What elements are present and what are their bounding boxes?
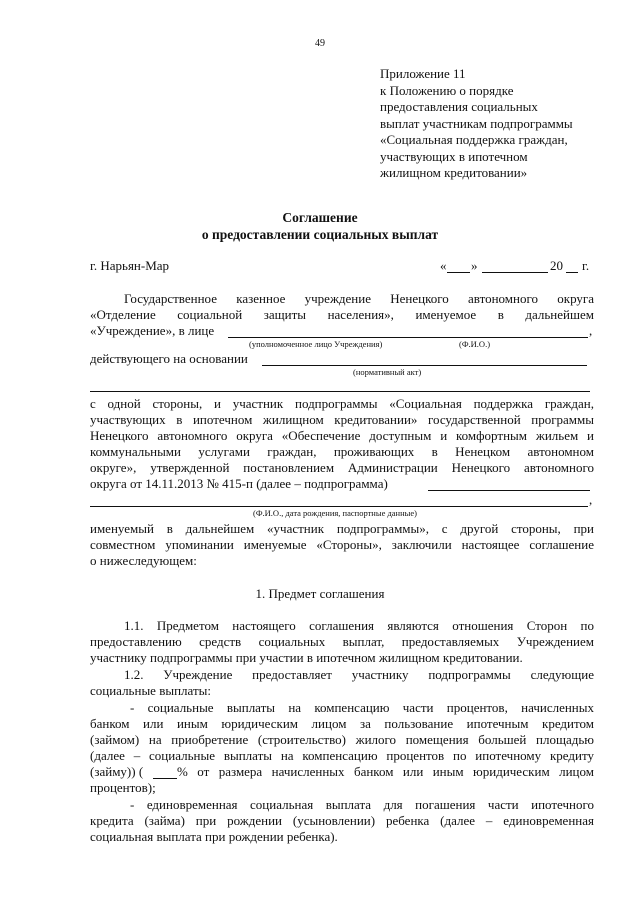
text-line: округа от 14.11.2013 № 415-п (далее – подпрограмма) bbox=[90, 476, 388, 491]
text-line: (далее – социальные выплаты на компенсацию процентов по ипотечному кредиту bbox=[90, 748, 594, 763]
date-day-open: « bbox=[440, 258, 447, 273]
caption: (Ф.И.О.) bbox=[459, 339, 491, 349]
date-year-prefix: 20 bbox=[550, 258, 563, 273]
text-line: Государственное казенное учреждение Ненецкого автономного округа bbox=[124, 291, 594, 306]
text-line: предоставлению средств социальных выплат, предоставляемых Учреждением bbox=[90, 634, 594, 649]
date-day-blank bbox=[447, 272, 470, 273]
page-number: 49 bbox=[315, 38, 325, 49]
caption: (уполномоченное лицо Учреждения) bbox=[249, 339, 383, 349]
text-line: - социальные выплаты на компенсацию части процентов, начисленных bbox=[130, 700, 594, 715]
text-line: «Отделение социальной защиты населения», именуемое в дальнейшем bbox=[90, 307, 594, 322]
text-line: участнику подпрограммы при участии в ипотечном жилищном кредитовании. bbox=[90, 650, 523, 665]
text-line: совместном упоминании именуемые «Стороны», заключили настоящее соглашение bbox=[90, 537, 594, 552]
date-year-blank bbox=[566, 272, 578, 273]
appendix-line: к Положению о порядке bbox=[380, 82, 514, 98]
text-line: социальные выплаты: bbox=[90, 683, 211, 698]
basis-blank-2 bbox=[90, 391, 590, 392]
text-line: кредита (займа) при рождении (усыновлении) ребенка (далее – единовременная bbox=[90, 813, 594, 828]
appendix-line: выплат участникам подпрограммы bbox=[380, 115, 573, 131]
text-line: участвующих в ипотечном жилищном кредитовании» государственной программы bbox=[90, 412, 594, 427]
text-line: 1.1. Предметом настоящего соглашения являются отношения Сторон по bbox=[124, 618, 594, 633]
text-line: именуемый в дальнейшем «участник подпрограммы», с другой стороны, при bbox=[90, 521, 594, 536]
text-line: (займом) на приобретение (строительство) жилого помещения большей площадью bbox=[90, 732, 594, 747]
caption: (нормативный акт) bbox=[353, 367, 422, 377]
date-month-blank bbox=[482, 272, 548, 273]
appendix-line: жилищном кредитовании» bbox=[380, 165, 528, 180]
text-line: 1.2. Учреждение предоставляет участнику подпрограммы следующие bbox=[124, 667, 594, 682]
text-line: , bbox=[589, 323, 593, 338]
text-line: действующего на основании bbox=[90, 351, 248, 366]
document-subtitle: о предоставлении социальных выплат bbox=[201, 227, 439, 242]
date-year-suffix: г. bbox=[582, 258, 590, 273]
participant-blank-2 bbox=[90, 506, 588, 507]
text-line: социальная выплата при рождении ребенка). bbox=[90, 829, 338, 844]
text-line: коммунальными услугами граждан, проживающих в Ненецком автономном bbox=[90, 444, 594, 459]
basis-blank bbox=[262, 365, 587, 366]
text-line: «Учреждение», в лице bbox=[90, 323, 215, 338]
representative-blank bbox=[228, 337, 588, 338]
text-line: - единовременная социальная выплата для погашения части ипотечного bbox=[130, 797, 594, 812]
percent-blank bbox=[153, 778, 177, 779]
text-line: банком или иным юридическим лицом за пользование ипотечным кредитом bbox=[90, 716, 594, 731]
text-line: округе», утвержденной постановлением Администрации Ненецкого автономного bbox=[90, 460, 594, 475]
appendix-line: участвующих в ипотечном bbox=[380, 148, 528, 164]
place: г. Нарьян-Мар bbox=[90, 258, 170, 273]
caption: (Ф.И.О., дата рождения, паспортные данные) bbox=[253, 508, 417, 518]
document-title: Соглашение bbox=[282, 210, 358, 225]
date-day-close: » bbox=[471, 258, 478, 273]
text-line: процентов); bbox=[90, 780, 156, 795]
appendix-note bbox=[380, 66, 573, 182]
text-line: с одной стороны, и участник подпрограммы «Социальная поддержка граждан, bbox=[90, 396, 594, 411]
text-line: % от размера начисленных банком или иным юридическим лицом bbox=[177, 764, 594, 779]
appendix-line: предоставления социальных bbox=[380, 99, 538, 114]
appendix-line: Приложение 11 bbox=[380, 66, 466, 81]
text-line: Ненецкого автономного округа «Обеспечение доступным и комфортным жильем и bbox=[90, 428, 594, 443]
text-line: (займу)) ( bbox=[90, 764, 144, 779]
participant-blank bbox=[428, 490, 590, 491]
text-line: , bbox=[589, 492, 593, 507]
text-line: о нижеследующем: bbox=[90, 553, 197, 568]
appendix-line: «Социальная поддержка граждан, bbox=[380, 132, 568, 147]
section-heading: 1. Предмет соглашения bbox=[255, 586, 385, 601]
